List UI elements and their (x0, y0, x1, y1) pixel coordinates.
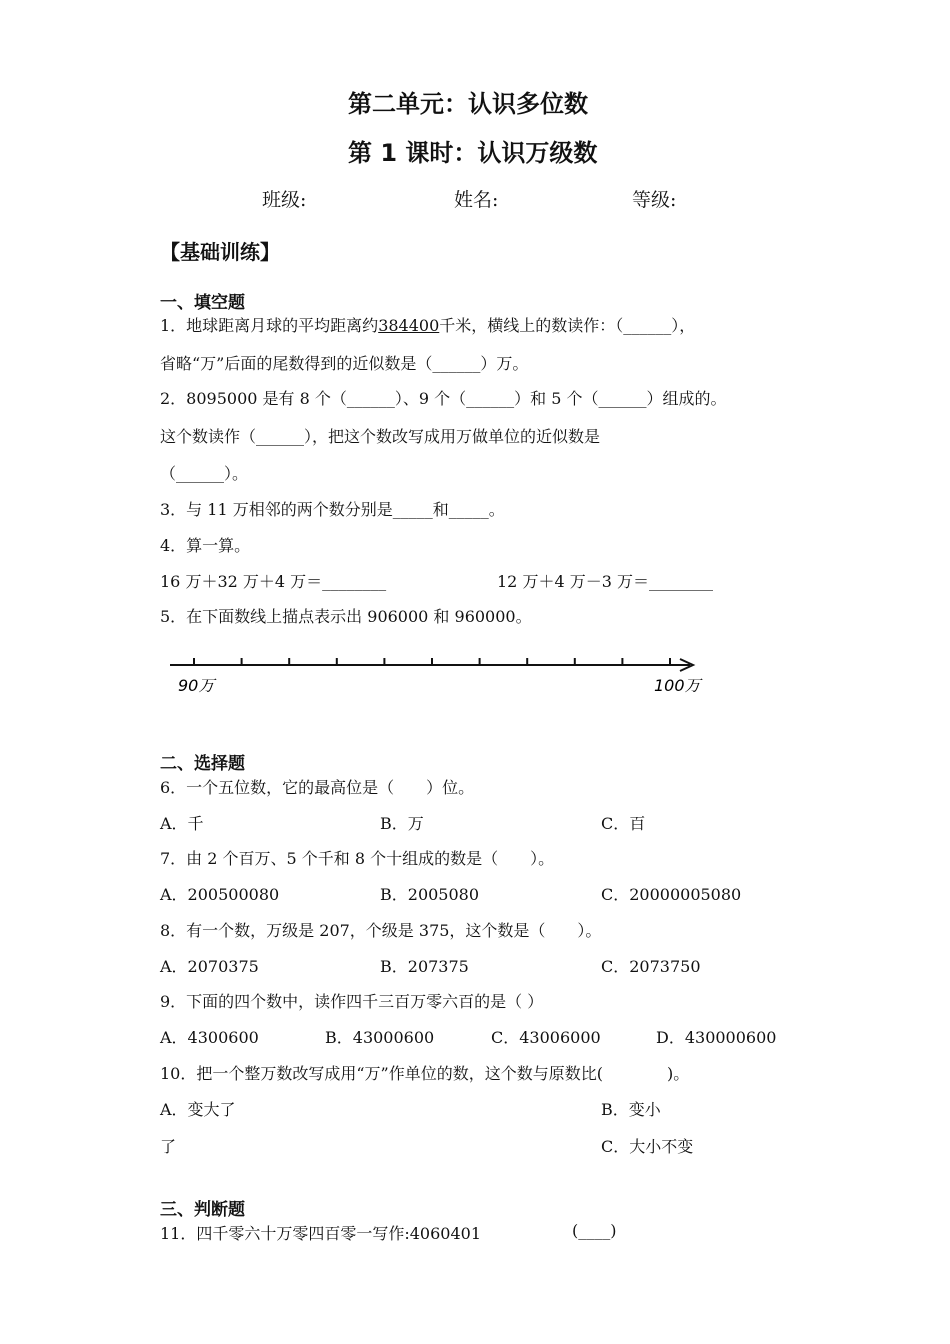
question-7-option-a[interactable]: A．200500080 (160, 885, 280, 904)
question-2-line-3: （______）。 (160, 464, 249, 483)
question-10-stem: 10．把一个整万数改写成用“万”作单位的数，这个数与原数比( )。 (160, 1064, 690, 1083)
question-9-option-b[interactable]: B．43000600 (325, 1028, 435, 1047)
number-line (160, 645, 720, 705)
question-8-option-b[interactable]: B．207375 (380, 957, 469, 976)
question-1-line-1 (160, 313, 695, 336)
question-4-stem: 4．算一算。 (160, 536, 251, 555)
question-10-option-b[interactable]: B．变小 (601, 1100, 661, 1119)
name-label: 姓名: (454, 189, 499, 211)
question-5: 5．在下面数线上描点表示出 906000 和 960000。 (160, 607, 532, 626)
question-7-option-c[interactable]: C．20000005080 (601, 885, 742, 904)
question-11-stem: 11．四千零六十万零四百零一写作:4060401 (160, 1224, 482, 1243)
class-label: 班级: (262, 189, 307, 211)
question-10-option-c[interactable]: C．大小不变 (601, 1137, 694, 1156)
lesson-title: 第 1 课时：认识万级数 (348, 139, 598, 167)
q1-prefix: 1．地球距离月球的平均距离约 (160, 316, 379, 335)
unit-title: 第二单元：认识多位数 (348, 90, 588, 118)
question-10-option-a-tail: 了 (160, 1137, 177, 1156)
question-8-option-c[interactable]: C．2073750 (601, 957, 701, 976)
question-4-expr-2: 12 万＋4 万－3 万＝________ (497, 572, 713, 591)
q1-suffix: 千米，横线上的数读作：（______）， (439, 316, 696, 335)
question-7-stem: 7．由 2 个百万、5 个千和 8 个十组成的数是（ ）。 (160, 849, 555, 868)
section-choice-heading: 二、选择题 (160, 754, 245, 774)
grade-label: 等级: (632, 189, 677, 211)
section-fill-heading: 一、填空题 (160, 293, 245, 313)
question-10-option-a[interactable]: A．变大了 (160, 1100, 236, 1119)
question-2-line-1: 2．8095000 是有 8 个（______）、9 个（______）和 5 个（______）组成的。 (160, 389, 727, 408)
question-6-option-b[interactable]: B．万 (380, 814, 424, 833)
question-9-stem: 9．下面的四个数中，读作四千三百万零六百的是（ ） (160, 992, 544, 1011)
question-2-line-2: 这个数读作（______），把这个数改写成用万做单位的近似数是 (160, 427, 601, 446)
question-6-option-c[interactable]: C．百 (601, 814, 646, 833)
number-line-start-label: 90万 (178, 676, 215, 695)
question-11-answer-blank[interactable]: (____) (572, 1221, 617, 1240)
q1-underlined-number: 384400 (378, 316, 440, 335)
question-7-option-b[interactable]: B．2005080 (380, 885, 480, 904)
question-8-stem: 8．有一个数，万级是 207，个级是 375，这个数是（ ）。 (160, 921, 602, 940)
question-1-line-2: 省略“万”后面的尾数得到的近似数是（______）万。 (160, 354, 529, 373)
question-9-option-d[interactable]: D．430000600 (656, 1028, 777, 1047)
question-3: 3．与 11 万相邻的两个数分别是_____和_____。 (160, 500, 505, 519)
question-6-stem: 6．一个五位数，它的最高位是（ ）位。 (160, 778, 475, 797)
section-judge-heading: 三、判断题 (160, 1200, 245, 1220)
basic-training-heading: 【基础训练】 (160, 240, 280, 264)
question-8-option-a[interactable]: A．2070375 (160, 957, 259, 976)
number-line-end-label: 100万 (654, 676, 701, 695)
question-6-option-a[interactable]: A．千 (160, 814, 204, 833)
question-9-option-c[interactable]: C．43006000 (491, 1028, 601, 1047)
question-4-expr-1: 16 万＋32 万＋4 万＝________ (160, 572, 387, 591)
question-9-option-a[interactable]: A．4300600 (160, 1028, 259, 1047)
